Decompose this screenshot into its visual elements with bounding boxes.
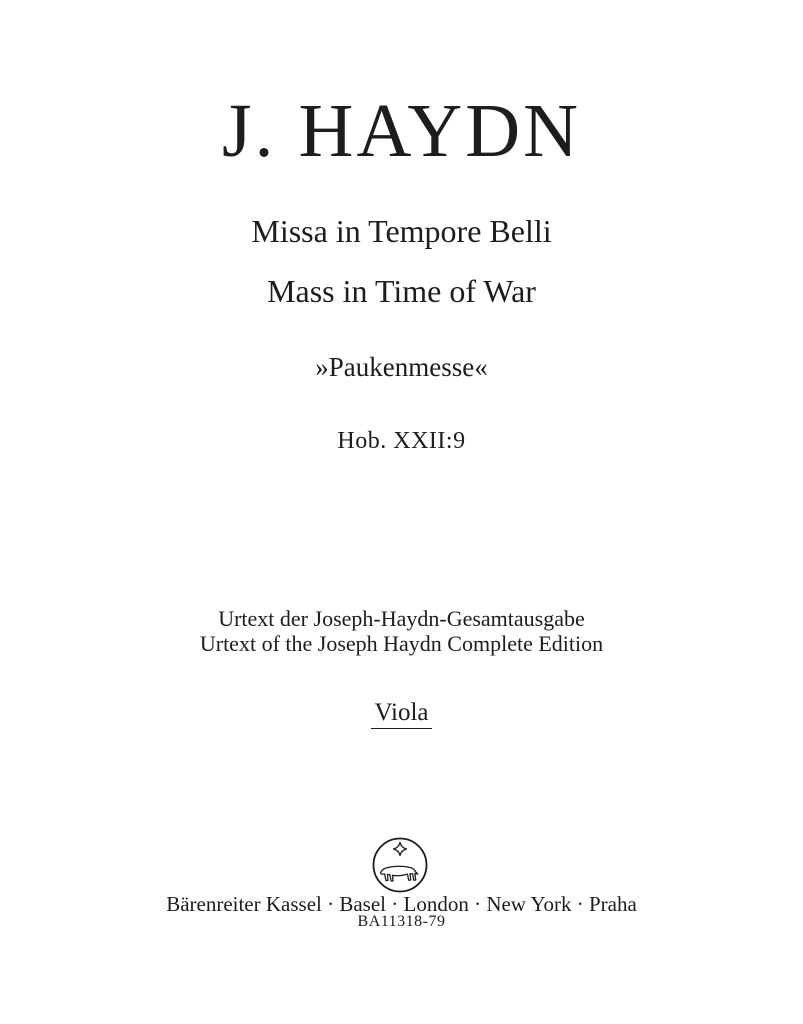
urtext-note — [0, 606, 803, 656]
urtext-note-english: Urtext of the Joseph Haydn Complete Edition — [199, 631, 604, 656]
work-title-latin: Missa in Tempore Belli — [251, 213, 552, 249]
publisher-imprint: Bärenreiter Kassel · Basel · London · New York · Praha — [166, 892, 637, 916]
publisher-logo — [368, 833, 432, 897]
composer-name: J. HAYDN — [221, 89, 582, 173]
work-nickname: »Paukenmesse« — [315, 352, 488, 382]
part-name: Viola — [371, 700, 431, 729]
star-icon — [394, 843, 407, 856]
baerenreiter-bear-and-star-logo-icon — [368, 833, 432, 897]
logo-circle — [374, 839, 427, 892]
part-line — [0, 700, 803, 729]
catalogue-number: Hob. XXII:9 — [337, 428, 466, 454]
work-title-english: Mass in Time of War — [267, 273, 536, 309]
plate-number: BA11318-79 — [357, 913, 446, 930]
urtext-note-german: Urtext der Joseph-Haydn-Gesamtausgabe — [218, 606, 585, 631]
bear-icon — [381, 866, 418, 881]
